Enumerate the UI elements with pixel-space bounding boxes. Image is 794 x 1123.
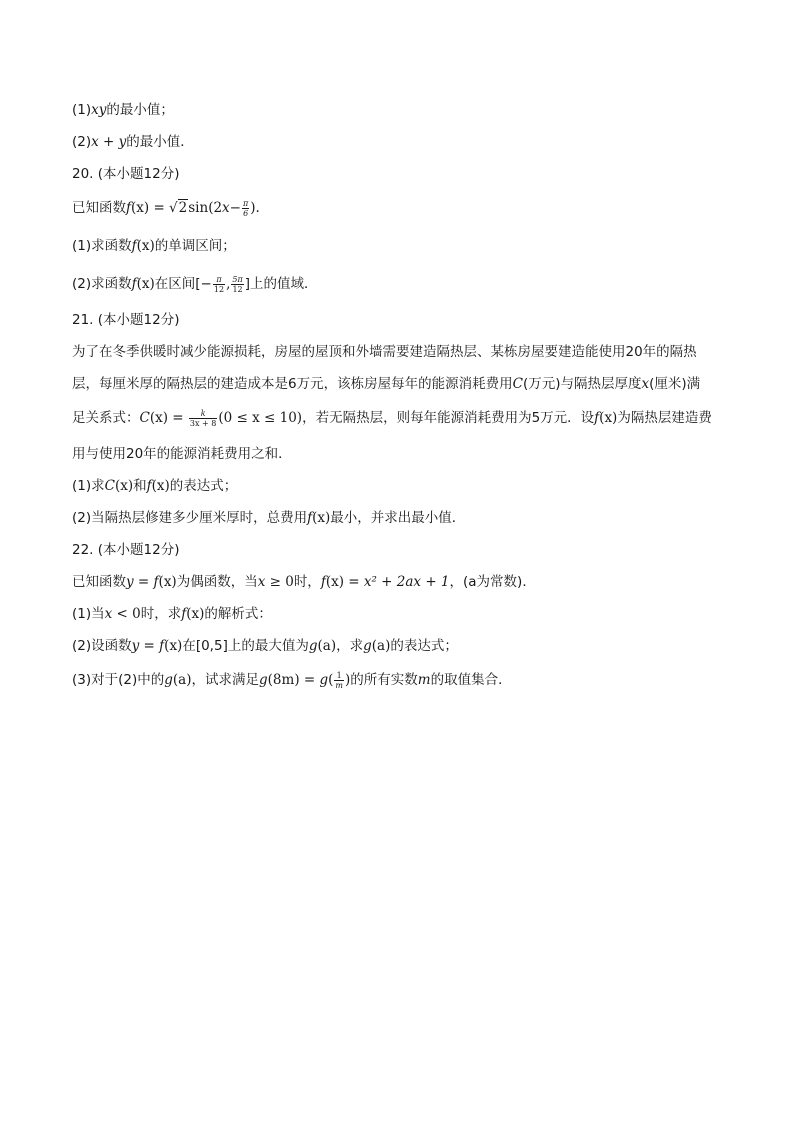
q21-line4: 用与使用20年的能源消耗费用之和． <box>72 446 292 462</box>
frac-den: 12 <box>232 284 243 294</box>
part-text: 的表达式； <box>390 638 458 654</box>
frac-num: π <box>242 198 249 208</box>
fraction-pi-12 <box>213 275 225 294</box>
math-x: x <box>91 134 99 150</box>
math-sin: sin(2 <box>188 200 223 216</box>
math-ga: (a) <box>371 638 391 654</box>
math-paren: ) <box>345 672 351 688</box>
q21-header: 21. (本小题12分) <box>72 312 180 328</box>
math-f: f <box>307 510 313 526</box>
math-c: C <box>104 478 115 494</box>
math-arg: (8m) = <box>267 672 320 688</box>
math-fx: (x) = <box>131 200 170 216</box>
stem-text: (万元)与隔热层厚度 <box>522 376 642 392</box>
part-text: 在区间[− <box>154 276 212 292</box>
part-text: 的表达式； <box>169 478 238 494</box>
part-text: 时，求 <box>140 606 182 622</box>
frac-den: 12 <box>213 284 225 294</box>
math-eq: = <box>133 574 154 590</box>
math-f: f <box>146 478 152 494</box>
part-text: 的最小值． <box>126 134 194 150</box>
math-g: g <box>259 672 268 688</box>
q21-part2 <box>72 508 465 528</box>
part-text: ]上的值域． <box>244 276 318 292</box>
fraction-k <box>189 409 217 428</box>
part-text: (1)求 <box>72 478 105 494</box>
math-g: g <box>308 638 318 654</box>
part-text: (1)求函数 <box>72 238 132 254</box>
math-ga: (a) <box>317 638 337 654</box>
math-x: x <box>641 376 650 392</box>
stem-text: 为偶函数，当 <box>176 574 258 590</box>
math-fx: (x) <box>312 510 331 526</box>
part-text: (3)对于(2)中的 <box>72 672 165 688</box>
math-f: f <box>153 574 159 590</box>
math-f: f <box>159 638 165 654</box>
frac-num: 1 <box>334 671 344 681</box>
math-x: x <box>257 574 266 590</box>
frac-num: k <box>189 409 217 419</box>
q19-part1 <box>72 100 174 120</box>
stem-text: 为隔热层建造费 <box>617 410 712 426</box>
part-text: 的所有实数 <box>350 672 418 688</box>
q20-stem <box>72 198 260 218</box>
math-c: C <box>512 376 523 392</box>
stem-text: ，若无隔热层，则每年能源消耗费用为5万元．设 <box>302 410 595 426</box>
math-f: f <box>320 574 326 590</box>
q21-line2 <box>72 374 700 394</box>
math-xy: xy <box>91 102 107 118</box>
stem-text: 时， <box>293 574 321 590</box>
math-f: f <box>131 276 137 292</box>
fraction-5pi-12 <box>231 275 243 294</box>
math-x: x <box>104 606 113 622</box>
math-fx: (x) <box>164 638 183 654</box>
sqrt-symbol: √2 <box>169 200 188 216</box>
q22-header: 22. (本小题12分) <box>72 542 180 558</box>
math-op: + <box>98 134 119 150</box>
math-lt: < 0 <box>112 606 141 622</box>
math-fx: (x) <box>136 276 155 292</box>
stem-text: ，(a为常数)． <box>449 574 536 590</box>
math-g: g <box>319 672 329 688</box>
math-y: y <box>131 638 140 654</box>
math-minus: − <box>229 200 241 216</box>
sqrt-radicand: 2 <box>178 200 188 216</box>
part-number: (1) <box>72 102 92 118</box>
math-ga: (a) <box>172 672 192 688</box>
part-number: (2) <box>72 134 92 150</box>
math-fx: (x) <box>158 574 177 590</box>
stem-text: 足关系式： <box>72 410 140 426</box>
q22-part3 <box>72 670 512 690</box>
part-text: 在[0,5]上的最大值为 <box>182 638 309 654</box>
math-f: f <box>594 410 600 426</box>
part-text: (2)当隔热层修建多少厘米厚时，总费用 <box>72 510 308 526</box>
stem-text: 已知函数 <box>72 200 126 216</box>
math-fx: (x) = <box>325 574 364 590</box>
q21-line1: 为了在冬季供暖时减少能源损耗，房屋的屋顶和外墙需要建造隔热层、某栋房屋要建造能使用20年的隔热 <box>72 344 697 360</box>
q20-part1 <box>72 236 236 256</box>
q22-stem <box>72 572 536 592</box>
part-text: (2)求函数 <box>72 276 132 292</box>
part-text: 的单调区间； <box>154 238 236 254</box>
math-comma: , <box>226 276 231 292</box>
q20-part2 <box>72 274 318 294</box>
q21-part1 <box>72 476 237 496</box>
stem-text: 已知函数 <box>72 574 126 590</box>
frac-num: 5π <box>232 274 243 284</box>
stem-text: (厘米)满 <box>649 376 701 392</box>
math-x: x <box>222 200 230 216</box>
math-fx: (x) <box>599 410 618 426</box>
math-fx: (x) <box>186 606 205 622</box>
math-cx: (x) = <box>149 410 188 426</box>
math-f: f <box>126 200 131 216</box>
fraction-pi-6 <box>242 199 249 218</box>
math-f: f <box>131 238 137 254</box>
part-text: 的解析式： <box>204 606 272 622</box>
part-text: 和 <box>133 478 147 494</box>
math-paren: ( <box>328 672 334 688</box>
math-ge: ≥ 0 <box>265 574 294 590</box>
part-text: ，求 <box>336 638 364 654</box>
part-text: 的取值集合． <box>430 672 512 688</box>
math-cx: (x) <box>114 478 134 494</box>
math-g: g <box>363 638 372 654</box>
stem-text: 层，每厘米厚的隔热层的建造成本是6万元，该栋房屋每年的能源消耗费用 <box>72 376 513 392</box>
frac-num: π <box>213 275 225 285</box>
q22-part1 <box>72 604 272 624</box>
math-fx: (x) <box>151 478 170 494</box>
math-close: ). <box>250 200 260 216</box>
part-text: (2)设函数 <box>72 638 132 654</box>
q19-part2 <box>72 132 194 152</box>
frac-den: 6 <box>243 208 249 218</box>
fraction-1-m <box>334 671 344 690</box>
math-expression: x² + 2ax + 1 <box>363 574 450 590</box>
math-y: y <box>118 134 127 150</box>
math-fx: (x) <box>136 238 155 254</box>
math-condition: (0 ≤ x ≤ 10) <box>218 410 303 426</box>
q21-line3 <box>72 408 712 428</box>
part-text: ，试求满足 <box>191 672 259 688</box>
math-c: C <box>139 410 150 426</box>
math-eq: = <box>139 638 160 654</box>
math-g: g <box>164 672 173 688</box>
frac-den: m <box>335 680 344 690</box>
q20-header: 20. (本小题12分) <box>72 166 180 182</box>
part-text: 最小，并求出最小值． <box>330 510 466 526</box>
math-y: y <box>126 574 134 590</box>
frac-den: 3x + 8 <box>189 418 217 428</box>
q22-part2 <box>72 636 458 656</box>
math-f: f <box>181 606 187 622</box>
part-text: 的最小值； <box>106 102 174 118</box>
part-text: (1)当 <box>72 606 105 622</box>
math-m: m <box>417 672 431 688</box>
